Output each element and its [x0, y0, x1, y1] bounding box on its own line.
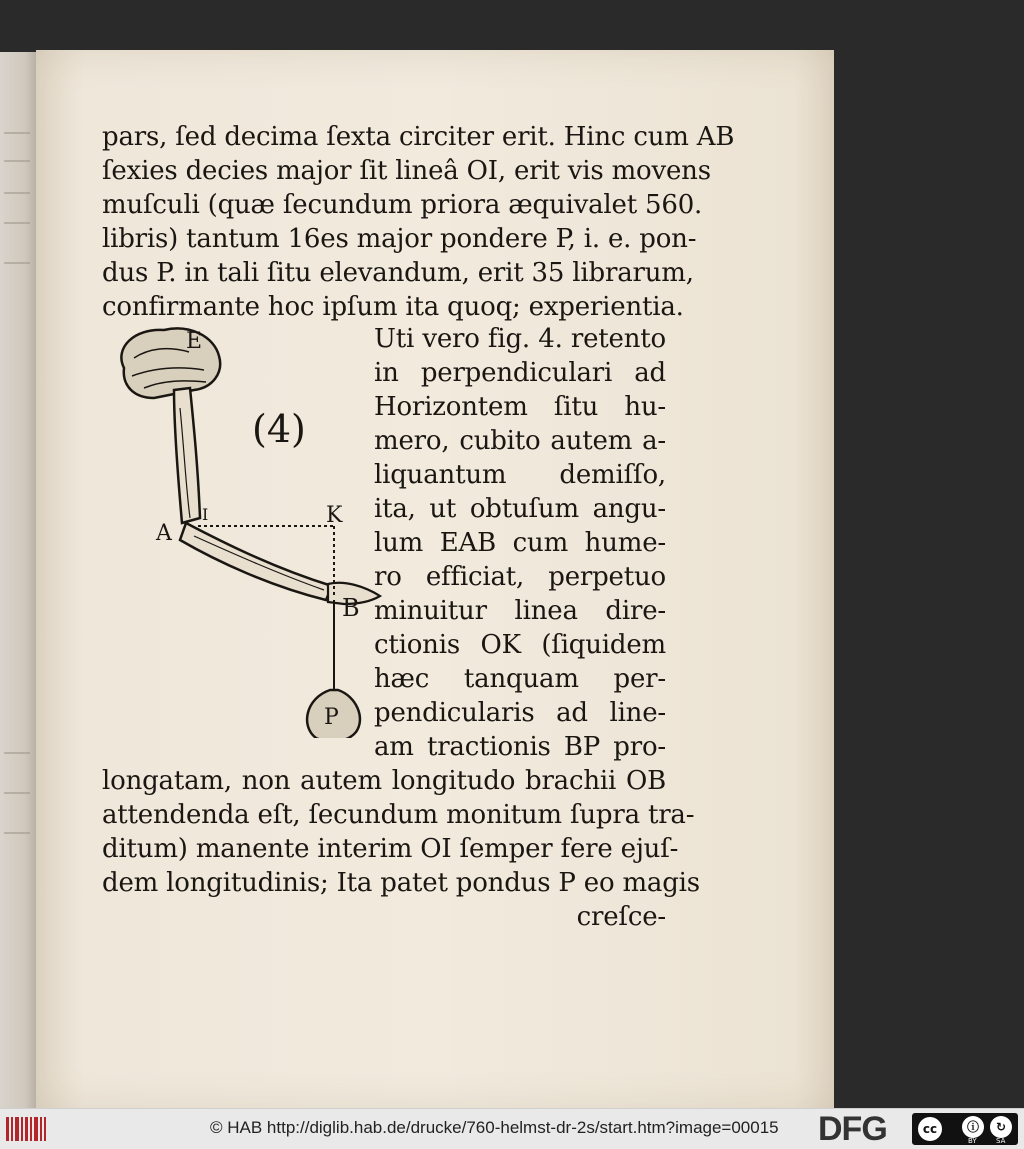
- upper-arm: [174, 388, 200, 523]
- text-line: minuitur linea dire-: [374, 596, 666, 626]
- text-line: dem longitudinis; Ita patet pondus P eo magis: [102, 868, 700, 898]
- text-line: ditum) manente interim OI ſemper fere ejuſ-: [102, 834, 679, 864]
- by-label: BY: [968, 1137, 977, 1145]
- cc-license-badge[interactable]: [912, 1113, 1018, 1145]
- text-line: ſexies decies major ſit lineâ OI, erit vis movens: [102, 156, 711, 186]
- sa-label: SA: [996, 1137, 1006, 1145]
- text-line: attendenda eſt, ſecundum monitum ſupra tra-: [102, 800, 695, 830]
- text-line: ctionis OK (ſiquidem: [374, 630, 666, 660]
- text-line: confirmante hoc ipſum ita quoq; experientia.: [102, 292, 684, 322]
- text-line: libris) tantum 16es major pondere P, i. e. pon-: [102, 224, 697, 254]
- label-b: B: [342, 594, 360, 622]
- arm-lever-illustration: [94, 318, 384, 738]
- text-line: am tractionis BP pro-: [374, 732, 666, 762]
- text-line: liquantum demiſſo,: [374, 460, 666, 490]
- text-line: muſculi (quæ ſecundum priora æquivalet 560.: [102, 190, 703, 220]
- cc-icon: cc: [916, 1115, 944, 1143]
- sleeve-drapery: [121, 328, 220, 398]
- label-k: K: [326, 503, 343, 528]
- text-line: Horizontem ſitu hu-: [374, 392, 666, 422]
- figure-number: (4): [252, 407, 306, 451]
- text-line: dus P. in tali ſitu elevandum, erit 35 librarum,: [102, 258, 694, 288]
- text-line: ita, ut obtuſum angu-: [374, 494, 666, 524]
- label-e: E: [186, 329, 203, 354]
- share-alike-icon: ↻: [990, 1116, 1012, 1138]
- footer-bar: [0, 1108, 1024, 1149]
- label-i: I: [202, 505, 209, 524]
- text-line: mero, cubito autem a-: [374, 426, 666, 456]
- text-line: longatam, non autem longitudo brachii OB: [102, 766, 666, 796]
- adjacent-page-edge: [0, 52, 36, 1110]
- source-link[interactable]: © HAB http://diglib.hab.de/drucke/760-helmst-dr-2s/start.htm?image=00015: [210, 1118, 779, 1137]
- forearm: [180, 523, 332, 600]
- label-p: P: [324, 705, 339, 730]
- person-icon: ⓘ: [962, 1116, 984, 1138]
- text-line: pars, ſed decima ſexta circiter erit. Hinc cum AB: [102, 122, 735, 152]
- barcode-icon: [6, 1115, 46, 1143]
- dfg-logo: DFG: [818, 1110, 887, 1148]
- text-line: in perpendiculari ad: [374, 358, 666, 388]
- text-line: ro efficiat, perpetuo: [374, 562, 666, 592]
- text-line: lum EAB cum hume-: [374, 528, 666, 558]
- text-line: hæc tanquam per-: [374, 664, 666, 694]
- text-line: Uti vero fig. 4. retento: [374, 324, 666, 354]
- book-page: [36, 50, 834, 1110]
- text-line: pendicularis ad line-: [374, 698, 666, 728]
- label-a: A: [156, 521, 172, 546]
- catchword: creſce-: [576, 902, 666, 932]
